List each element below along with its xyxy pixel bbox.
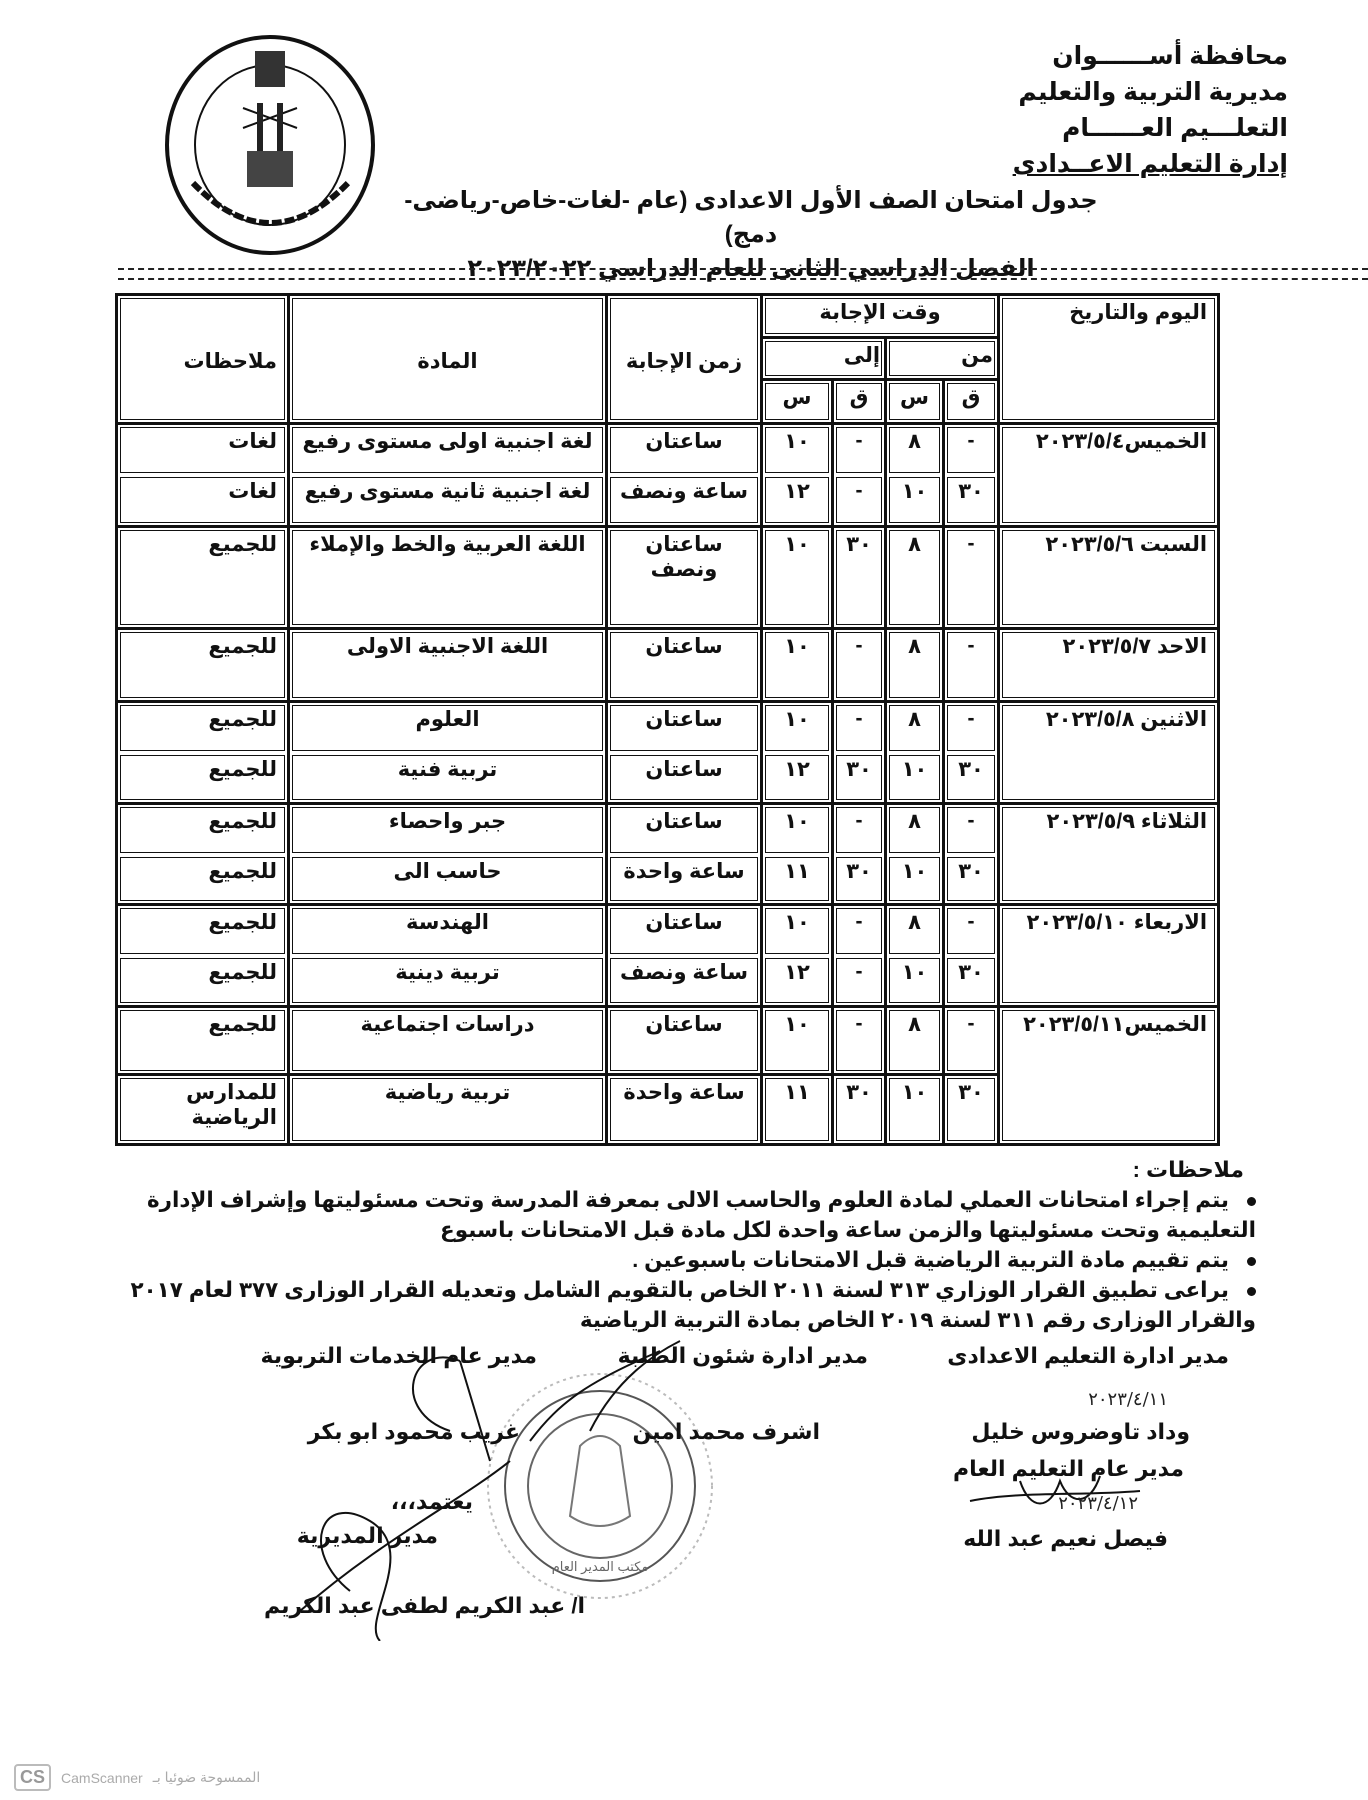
cell-from-min: - bbox=[944, 527, 999, 629]
cell-to-min: ٣٠ bbox=[833, 1075, 886, 1145]
double-divider bbox=[118, 268, 1368, 280]
cell-from-hour: ٨ bbox=[886, 424, 944, 475]
camscanner-logo: CS bbox=[14, 1764, 51, 1791]
approve-label: يعتمد،،، bbox=[390, 1489, 473, 1514]
cell-notes: للمدارس الرياضية bbox=[117, 1075, 289, 1145]
cell-to-hour: ١١ bbox=[762, 855, 833, 905]
header-from-min: ق bbox=[944, 380, 999, 424]
cell-subject: تربية فنية bbox=[289, 753, 607, 804]
prep-director-name: وداد تاوضروس خليل bbox=[971, 1419, 1190, 1444]
cell-from-min: - bbox=[944, 905, 999, 956]
bullet-icon bbox=[1247, 1287, 1256, 1296]
cell-duration: ساعة ونصف bbox=[607, 956, 762, 1007]
cell-to-min: - bbox=[833, 905, 886, 956]
cell-notes: لغات bbox=[117, 424, 289, 475]
students-affairs-name: اشرف محمد امين bbox=[632, 1419, 820, 1444]
cell-to-min: - bbox=[833, 629, 886, 702]
cell-duration: ساعتان bbox=[607, 905, 762, 956]
cell-notes: للجميع bbox=[117, 905, 289, 956]
cell-duration: ساعتان bbox=[607, 629, 762, 702]
services-title: مدير عام الخدمات التربوية bbox=[260, 1343, 537, 1368]
cell-from-hour: ١٠ bbox=[886, 956, 944, 1007]
cell-from-hour: ٨ bbox=[886, 527, 944, 629]
handwritten-date: ٢٠٢٣/٤/١١ bbox=[1088, 1389, 1168, 1410]
cell-to-hour: ١٢ bbox=[762, 956, 833, 1007]
document-title: جدول امتحان الصف الأول الاعدادى (عام -لغات-خاص-رياضى- دمج) bbox=[404, 187, 1098, 248]
cell-to-min: ٣٠ bbox=[833, 753, 886, 804]
cell-duration: ساعتان bbox=[607, 424, 762, 475]
cell-from-min: - bbox=[944, 1007, 999, 1075]
cell-to-min: ٣٠ bbox=[833, 855, 886, 905]
table-row bbox=[117, 1007, 1219, 1075]
exam-date: الاحد ٢٠٢٣/٥/٧ bbox=[999, 629, 1219, 702]
cell-from-min: ٣٠ bbox=[944, 855, 999, 905]
general-ed-name: فيصل نعيم عبد الله bbox=[963, 1526, 1168, 1551]
cell-to-min: - bbox=[833, 956, 886, 1007]
cell-duration: ساعتان bbox=[607, 804, 762, 855]
cell-subject: اللغة الاجنبية الاولى bbox=[289, 629, 607, 702]
note-text: يتم إجراء امتحانات العملي لمادة العلوم والحاسب الالى بمعرفة المدرسة وتحت مسئوليتها وإشراف الإدارة التعليمية وتحت مسئوليتها والزمن ساعة واحدة لكل مادة قبل الامتحانات باسبوع bbox=[146, 1188, 1256, 1242]
exam-date: الثلاثاء ٢٠٢٣/٥/٩ bbox=[999, 804, 1219, 905]
cell-to-hour: ١٠ bbox=[762, 804, 833, 855]
cell-to-hour: ١٢ bbox=[762, 475, 833, 527]
cell-from-min: ٣٠ bbox=[944, 753, 999, 804]
aswan-education-logo bbox=[163, 33, 378, 258]
camscanner-caption: الممسوحة ضوئيا بـ bbox=[152, 1769, 261, 1785]
cell-notes: للجميع bbox=[117, 804, 289, 855]
cell-notes: للجميع bbox=[117, 702, 289, 753]
cell-subject: اللغة العربية والخط والإملاء bbox=[289, 527, 607, 629]
cell-notes: للجميع bbox=[117, 1007, 289, 1075]
notes-title: ملاحظات : bbox=[1132, 1157, 1244, 1182]
cell-subject: جبر واحصاء bbox=[289, 804, 607, 855]
header-duration: زمن الإجابة bbox=[607, 295, 762, 424]
exam-date: الخميس٢٠٢٣/٥/١١ bbox=[999, 1007, 1219, 1145]
header-subject: المادة bbox=[289, 295, 607, 424]
cell-from-min: - bbox=[944, 804, 999, 855]
cell-duration: ساعة واحدة bbox=[607, 855, 762, 905]
cell-from-hour: ١٠ bbox=[886, 475, 944, 527]
exam-schedule-table bbox=[115, 293, 1220, 1146]
prep-director-title: مدير ادارة التعليم الاعدادى bbox=[947, 1343, 1229, 1368]
directorate-name: ا/ عبد الكريم لطفى عبد الكريم bbox=[263, 1593, 585, 1618]
header-notes: ملاحظات bbox=[117, 295, 289, 424]
cell-from-hour: ٨ bbox=[886, 804, 944, 855]
cell-to-min: - bbox=[833, 702, 886, 753]
camscanner-brand: CamScanner bbox=[61, 1769, 143, 1786]
header-line: مديرية التربية والتعليم bbox=[1018, 78, 1288, 106]
cell-subject: تربية دينية bbox=[289, 956, 607, 1007]
cell-notes: للجميع bbox=[117, 956, 289, 1007]
handwritten-date: ٢٠٢٣/٤/١٢ bbox=[1058, 1493, 1138, 1514]
cell-from-hour: ٨ bbox=[886, 905, 944, 956]
cell-notes: للجميع bbox=[117, 527, 289, 629]
cell-subject: العلوم bbox=[289, 702, 607, 753]
cell-duration: ساعة واحدة bbox=[607, 1075, 762, 1145]
cell-from-min: ٣٠ bbox=[944, 956, 999, 1007]
cell-to-min: - bbox=[833, 475, 886, 527]
cell-to-hour: ١٠ bbox=[762, 527, 833, 629]
cell-notes: للجميع bbox=[117, 753, 289, 804]
cell-to-hour: ١٠ bbox=[762, 905, 833, 956]
exam-date: الخميس٢٠٢٣/٥/٤ bbox=[999, 424, 1219, 527]
cell-from-hour: ١٠ bbox=[886, 753, 944, 804]
cell-notes: لغات bbox=[117, 475, 289, 527]
cell-from-min: - bbox=[944, 629, 999, 702]
cell-subject: دراسات اجتماعية bbox=[289, 1007, 607, 1075]
cell-to-min: - bbox=[833, 804, 886, 855]
header-from-hour: س bbox=[886, 380, 944, 424]
cell-from-min: - bbox=[944, 424, 999, 475]
cell-from-hour: ١٠ bbox=[886, 855, 944, 905]
header-line: محافظة أســــــوان bbox=[1052, 42, 1288, 70]
cell-subject: لغة اجنبية ثانية مستوى رفيع bbox=[289, 475, 607, 527]
exam-date: الاربعاء ٢٠٢٣/٥/١٠ bbox=[999, 905, 1219, 1007]
table-row bbox=[117, 629, 1219, 702]
general-ed-title: مدير عام التعليم العام bbox=[952, 1456, 1184, 1481]
table-row bbox=[117, 702, 1219, 753]
exam-date: الاثنين ٢٠٢٣/٥/٨ bbox=[999, 702, 1219, 804]
camscanner-watermark bbox=[14, 1764, 260, 1791]
cell-duration: ساعة ونصف bbox=[607, 475, 762, 527]
header-to-hour: س bbox=[762, 380, 833, 424]
cell-from-min: - bbox=[944, 702, 999, 753]
cell-to-min: ٣٠ bbox=[833, 527, 886, 629]
header-date: اليوم والتاريخ bbox=[999, 295, 1219, 424]
cell-duration: ساعتان bbox=[607, 1007, 762, 1075]
document-subtitle: الفصل الدراسي الثانى للعام الدراسي ٢٠٢٣/٢٠٢٢ bbox=[467, 255, 1035, 282]
cell-duration: ساعتان bbox=[607, 702, 762, 753]
header-to: إلى bbox=[762, 338, 886, 380]
cell-to-hour: ١٠ bbox=[762, 1007, 833, 1075]
services-name: غريب محمود ابو بكر bbox=[307, 1419, 520, 1444]
cell-subject: الهندسة bbox=[289, 905, 607, 956]
cell-from-hour: ١٠ bbox=[886, 1075, 944, 1145]
cell-duration: ساعتان bbox=[607, 753, 762, 804]
header-line: إدارة التعليم الاعــدادى bbox=[1012, 150, 1288, 178]
stamp-text: مكتب المدير العام bbox=[551, 1559, 649, 1574]
cell-from-min: ٣٠ bbox=[944, 475, 999, 527]
bullet-icon bbox=[1247, 1197, 1256, 1206]
cell-from-hour: ٨ bbox=[886, 629, 944, 702]
note-item bbox=[0, 1245, 1368, 1275]
cell-from-hour: ٨ bbox=[886, 702, 944, 753]
cell-from-hour: ٨ bbox=[886, 1007, 944, 1075]
cell-to-hour: ١٠ bbox=[762, 629, 833, 702]
exam-date: السبت ٢٠٢٣/٥/٦ bbox=[999, 527, 1219, 629]
table-row bbox=[117, 424, 1219, 475]
cell-to-min: - bbox=[833, 424, 886, 475]
note-item bbox=[0, 1185, 1368, 1245]
bullet-icon bbox=[1247, 1257, 1256, 1266]
table-row bbox=[117, 527, 1219, 629]
students-affairs-title: مدير ادارة شئون الطلبة bbox=[617, 1343, 868, 1368]
cell-notes: للجميع bbox=[117, 629, 289, 702]
cell-to-hour: ١٢ bbox=[762, 753, 833, 804]
cell-subject: تربية رياضية bbox=[289, 1075, 607, 1145]
signature-area bbox=[0, 1341, 1368, 1761]
cell-to-hour: ١٠ bbox=[762, 424, 833, 475]
directorate-title: مدير المديرية bbox=[296, 1523, 438, 1548]
cell-notes: للجميع bbox=[117, 855, 289, 905]
header-line: التعلـــيم العــــــام bbox=[1062, 114, 1288, 142]
header-from: من bbox=[886, 338, 999, 380]
header-to-min: ق bbox=[833, 380, 886, 424]
table-row bbox=[117, 905, 1219, 956]
cell-duration: ساعتان ونصف bbox=[607, 527, 762, 629]
cell-subject: حاسب الى bbox=[289, 855, 607, 905]
table-row bbox=[117, 804, 1219, 855]
note-text: يراعى تطبيق القرار الوزاري ٣١٣ لسنة ٢٠١١ الخاص بالتقويم الشامل وتعديله القرار الوزارى ٣٧٧ لعام ٢٠١٧ والقرار الوزارى رقم ٣١١ لسنة ٢٠١٩ الخاص بمادة التربية الرياضية bbox=[130, 1278, 1256, 1332]
cell-to-hour: ١١ bbox=[762, 1075, 833, 1145]
cell-to-min: - bbox=[833, 1007, 886, 1075]
cell-from-min: ٣٠ bbox=[944, 1075, 999, 1145]
cell-to-hour: ١٠ bbox=[762, 702, 833, 753]
note-text: يتم تقييم مادة التربية الرياضية قبل الامتحانات باسبوعين . bbox=[632, 1248, 1229, 1272]
header-answer-time: وقت الإجابة bbox=[762, 295, 999, 338]
cell-subject: لغة اجنبية اولى مستوى رفيع bbox=[289, 424, 607, 475]
notes-and-signatures bbox=[0, 1155, 1368, 1761]
